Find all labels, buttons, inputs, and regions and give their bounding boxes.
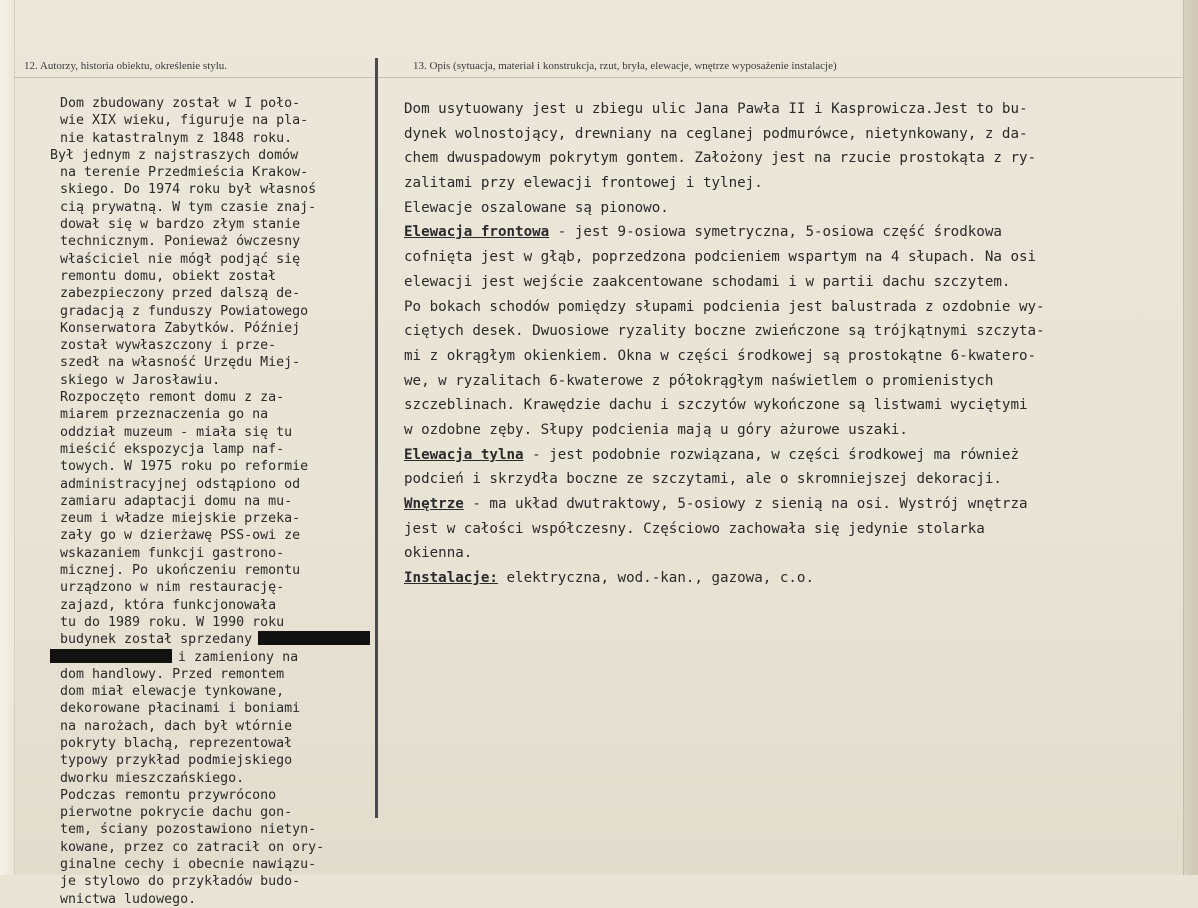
text-line: zały go w dzierżawę PSS-owi ze xyxy=(60,528,301,544)
text-line: typowy przykład podmiejskiego xyxy=(60,753,293,769)
text-line: zabezpieczony przed dalszą de- xyxy=(60,286,301,302)
text-line: technicznym. Ponieważ ówczesny xyxy=(60,234,301,250)
text-line: gradacją z funduszy Powiatowego xyxy=(60,303,309,319)
text-line: elewacji jest wejście zaakcentowane schodami i w partii dachu szczytem. xyxy=(404,273,1011,290)
text-line xyxy=(404,492,1164,517)
description-text xyxy=(404,97,1164,591)
text-segment: - jest podobnie rozwiązana, w części środkowej ma również xyxy=(523,446,1020,463)
text-line: pierwotne pokrycie dachu gon- xyxy=(60,805,293,821)
text-line: wie XIX wieku, figuruje na pla- xyxy=(60,113,309,129)
text-line: pokryty blachą, reprezentował xyxy=(60,735,293,751)
text-line: zamiaru adaptacji domu na mu- xyxy=(60,493,293,509)
text-line: je stylowo do przykładów budo- xyxy=(60,874,301,890)
text-line: zajazd, która funkcjonowała xyxy=(60,597,277,613)
text-line: jest w całości współczesny. Częściowo zachowała się jedynie stolarka xyxy=(404,520,985,537)
text-line: dował się w bardzo złym stanie xyxy=(60,217,301,233)
text-line: okienna. xyxy=(404,545,473,562)
text-line: kowane, przez co zatracił on ory- xyxy=(60,839,325,855)
text-line: mi z okrągłym okienkiem. Okna w części środkowej są prostokątne 6-kwatero- xyxy=(404,347,1037,364)
text-line xyxy=(404,443,1164,468)
text-line: na narożach, dach był wtórnie xyxy=(60,718,293,734)
text-line: został wywłaszczony i prze- xyxy=(60,338,277,354)
text-segment: elektryczna, wod.-kan., gazowa, c.o. xyxy=(497,570,815,587)
text-line: mieścić ekspozycja lamp naf- xyxy=(60,441,285,457)
text-line: administracyjnej odstąpiono od xyxy=(60,476,301,492)
text-line: tu do 1989 roku. W 1990 roku xyxy=(60,614,285,630)
text-line: Rozpoczęto remont domu z za- xyxy=(60,390,285,406)
front-elevation-heading: Elewacja frontowa xyxy=(404,224,550,241)
text-line: chem dwuspadowym pokrytym gontem. Założony jest na rzucie prostokąta z ry- xyxy=(404,150,1037,167)
text-segment: budynek został sprzedany xyxy=(60,632,253,648)
text-line: nie katastralnym z 1848 roku. xyxy=(60,130,293,146)
text-line: miarem przeznaczenia go na xyxy=(60,407,269,423)
text-line: dekorowane płacinami i boniami xyxy=(60,701,301,717)
text-line xyxy=(60,631,375,648)
text-line: urządzono w nim restaurację- xyxy=(60,580,285,596)
text-line: szczeblinach. Krawędzie dachu i szczytów wykończone są listwami wyciętymi xyxy=(404,397,1028,414)
page-right-edge xyxy=(1183,0,1198,875)
text-line: Podczas remontu przywrócono xyxy=(60,787,277,803)
text-line: na terenie Przedmieścia Krakow- xyxy=(60,165,309,181)
header-rule xyxy=(14,77,1184,78)
section-12-header: 12. Autorzy, historia obiektu, określenie stylu. xyxy=(24,60,228,72)
text-line: zeum i władze miejskie przeka- xyxy=(60,511,301,527)
text-line: ginalne cechy i obecnie nawiązu- xyxy=(60,857,317,873)
rear-elevation-heading: Elewacja tylna xyxy=(404,446,524,463)
redaction-bar xyxy=(258,631,370,645)
text-line: podcień i skrzydła boczne ze szczytami, ale o skromniejszej dekoracji. xyxy=(404,471,1002,488)
text-segment: - jest 9-osiowa symetryczna, 5-osiowa część środkowa xyxy=(549,224,1002,241)
text-line: dynek wolnostojący, drewniany na ceglanej podmurówce, nietynkowany, z da- xyxy=(404,125,1028,142)
text-line: ciętych desek. Dwuosiowe ryzality boczne zwieńczone są trójkątnymi szczyta- xyxy=(404,323,1045,340)
redaction-bar xyxy=(50,649,172,663)
text-line: wskazaniem funkcji gastrono- xyxy=(60,545,285,561)
history-text xyxy=(50,95,375,908)
installations-heading: Instalacje: xyxy=(404,570,498,587)
section-13-header: 13. Opis (sytuacja, materiał i konstrukcja, rzut, bryła, elewacje, wnętrze wyposażenie instalacje) xyxy=(413,60,837,72)
text-line xyxy=(404,566,1164,591)
text-line: tem, ściany pozostawiono nietyn- xyxy=(60,822,317,838)
text-line: micznej. Po ukończeniu remontu xyxy=(60,563,301,579)
text-line: oddział muzeum - miała się tu xyxy=(60,424,293,440)
text-line: Po bokach schodów pomiędzy słupami podcienia jest balustrada z ozdobnie wy- xyxy=(404,298,1045,315)
text-line xyxy=(404,220,1164,245)
text-line: zalitami przy elewacji frontowej i tylnej. xyxy=(404,175,763,192)
page-left-edge xyxy=(0,0,15,875)
text-line: Elewacje oszalowane są pionowo. xyxy=(404,199,669,216)
text-line: we, w ryzalitach 6-kwaterowe z półokrągłym naświetlem o promienistych xyxy=(404,372,994,389)
text-line: w ozdobne zęby. Słupy podcienia mają u góry ażurowe uszaki. xyxy=(404,421,908,438)
text-line: Był jednym z najstraszych domów xyxy=(50,147,299,163)
text-line: skiego. Do 1974 roku był własnoś xyxy=(60,182,317,198)
column-divider xyxy=(375,58,378,818)
text-line: cofnięta jest w głąb, poprzedzona podcieniem wspartym na 4 słupach. Na osi xyxy=(404,249,1037,266)
text-segment: i zamieniony na xyxy=(178,649,299,665)
text-line: szedł na własność Urzędu Miej- xyxy=(60,355,301,371)
text-line: dom miał elewacje tynkowane, xyxy=(60,684,285,700)
text-line: Dom zbudowany został w I poło- xyxy=(60,96,301,111)
text-line: cią prywatną. W tym czasie znaj- xyxy=(60,199,317,215)
text-line: wnictwa ludowego. xyxy=(60,891,197,907)
text-line: Konserwatora Zabytków. Później xyxy=(60,320,301,336)
text-line: dom handlowy. Przed remontem xyxy=(60,666,285,682)
text-line: skiego w Jarosławiu. xyxy=(60,372,221,388)
text-line: dworku mieszczańskiego. xyxy=(60,770,245,786)
text-line xyxy=(50,649,375,666)
text-line: właściciel nie mógł podjąć się xyxy=(60,251,301,267)
text-line: towych. W 1975 roku po reformie xyxy=(60,459,309,475)
text-segment: - ma układ dwutraktowy, 5-osiowy z sienią na osi. Wystrój wnętrza xyxy=(463,496,1028,512)
interior-heading: Wnętrze xyxy=(404,496,464,512)
text-line: Dom usytuowany jest u zbiegu ulic Jana Pawła II i Kasprowicza.Jest to bu- xyxy=(404,101,1028,117)
text-line: remontu domu, obiekt został xyxy=(60,268,277,284)
